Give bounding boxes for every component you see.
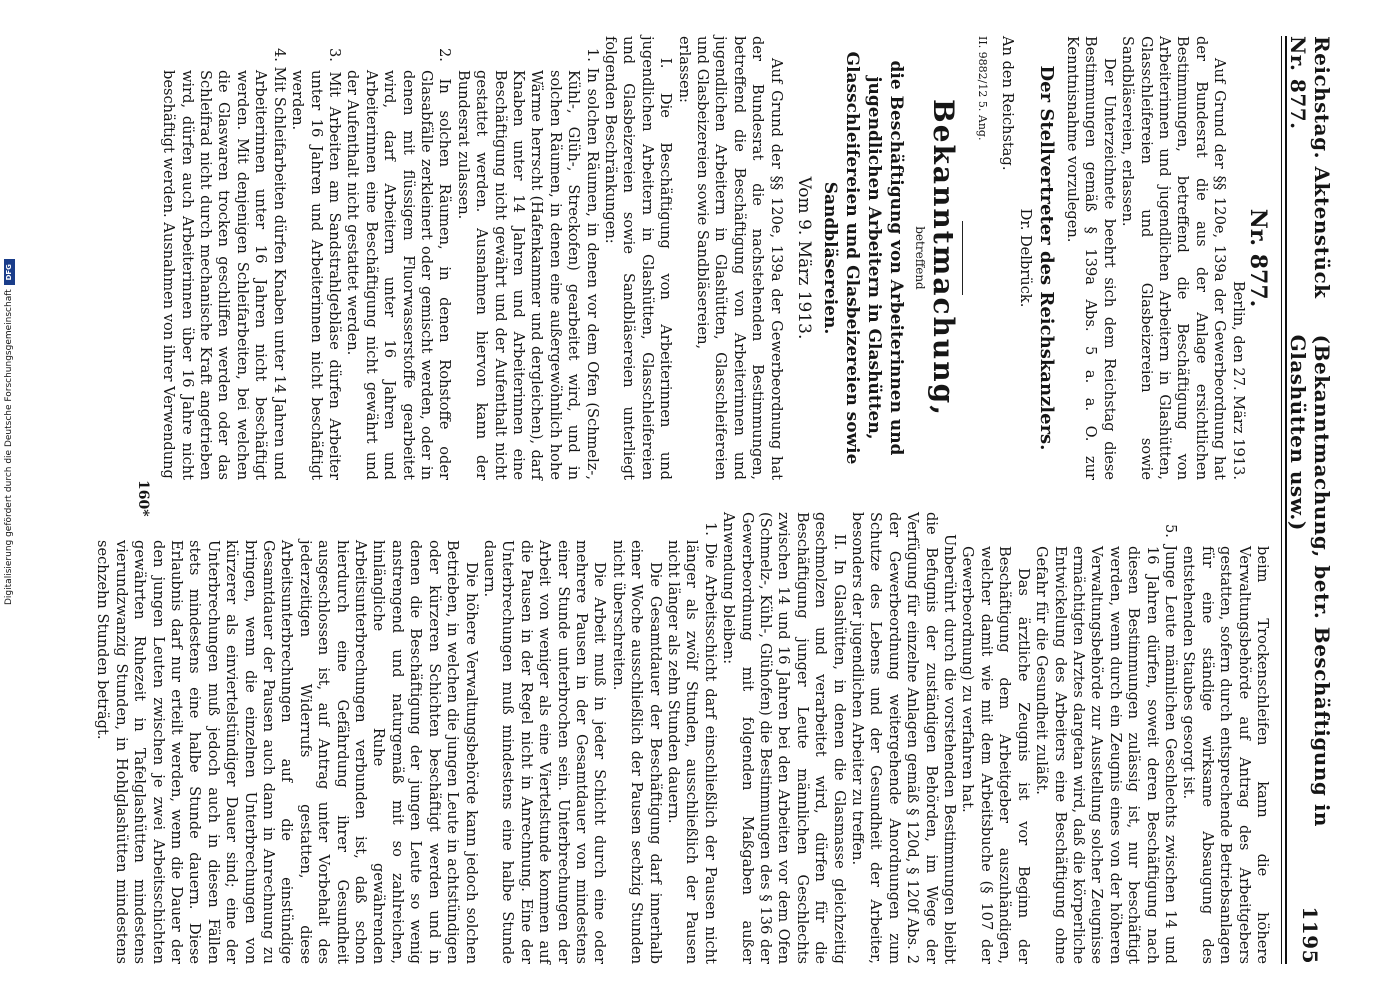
announcement-date: Vom 9. März 1913. bbox=[794, 176, 815, 340]
header-page-number: 1195 bbox=[1298, 906, 1322, 964]
item-5-certificate: Das ärztliche Zeugnis ist vor Beginn der Beschäftigung dem Arbeitgeber auszuhändigen, welcher damit wie mit dem Arbeitsbuche (§ 107 der Gewerbeordnung) zu verfahren hat. bbox=[959, 546, 1032, 964]
dfg-logo: DFG bbox=[4, 259, 15, 285]
section-one: I. Die Beschäftigung von Arbeiterinnen und jugendlichen Arbeitern in Glashütten, Glasschleifereien und Glasbeizereien sowie Sandbläsereien unterliegt folgenden Beschränkungen: bbox=[602, 36, 675, 480]
page-mark: 160* bbox=[135, 480, 151, 517]
item-5: 5. Junge Leute männlichen Geschlechts zwischen 14 und 16 Jahren dürfen, soweit deren Beschäftigung nach diesen Bestimmungen zulässig ist, nur beschäftigt werden, wenn durch ein Zeugnis eines von der höheren Verwaltungsbehörde zur Ausstellung solcher Zeugnisse ermächtigten Arztes dargetan wird, daß die körperliche Entwickelung des Arbeiters eine Beschäftigung ohne Gefahr für die Gesundheit zuläßt. bbox=[1033, 524, 1179, 964]
item-4: 4. Mit Schleifarbeiten dürfen Knaben unter 14 Jahren und Arbeiterinnen unter 16 Jahren nicht beschäftigt werden. Mit denjenigen Schleifarbeiten, bei welchen die Glaswaren trocken geschliffen werden oder das Schleifrad nicht durch mechanische Kraft angetrieben wird, dürfen auch Arbeiterinnen über 16 Jahre nicht beschäftigt werden. Ausnahmen von ihrer Verwendung bbox=[160, 48, 288, 480]
reference-number: II. 9882/12 5. Ang. bbox=[976, 36, 990, 141]
announcement-title: Bekanntmachung, bbox=[926, 99, 960, 417]
separator-rule bbox=[962, 221, 963, 295]
intro-paragraph: Auf Grund der §§ 120e, 139a der Gewerbeordnung hat der Bundesrat die aus der Anlage ersichtlichen Bestimmungen, betreffend die Beschäftigung von Arbeiterinnen und jugendlichen Arbeitern in Glashütten, Glasschleifereien und Glasbeizereien sowie Sandbläsereien, erlassen. bbox=[1119, 36, 1229, 480]
item-1: 1. In solchen Räumen, in denen vor dem Ofen (Schmelz-, Kühl-, Glüh-, Streckofen) gearbeitet wird, und in solchen Räumen, in denen eine außergewöhnlich hohe Wärme herrscht (Hafenkammer und dergleichen), darf Knaben unter 14 Jahren und Arbeiterinnen eine Beschäftigung nicht gewährt und der Aufenthalt nicht gestattet werden. Ausnahmen hiervon kann der Bundesrat zulassen. bbox=[454, 48, 601, 480]
item-3: 3. Mit Arbeiten am Sandstrahlgebläse dürfen Arbeiter unter 16 Jahren und Arbeiterinnen nicht beschäftigt werden. bbox=[289, 48, 343, 480]
announcement-subject: die Beschäftigung von Arbeiterinnen und jugendlichen Arbeitern in Glashütten, Glasschleifereien und Glasbeizereien sowie Sandbläsereien. bbox=[820, 51, 907, 465]
header-middle: (Bekanntmachung, betr. Beschäftigung in Glashütten usw.) bbox=[1286, 334, 1334, 827]
running-header bbox=[1287, 36, 1333, 964]
letter-date: Berlin, den 27. März 1913. bbox=[1229, 281, 1247, 480]
signature-title: Der Stellvertreter des Reichskanzlers. bbox=[1035, 65, 1057, 451]
item-4-continuation: beim Trockenschleifen kann die höhere Verwaltungsbehörde auf Antrag des Arbeitgebers gestatten, sofern durch entsprechende Betriebsanlagen für eine ständige wirksame Absaugung des entstehenden Staubes gesorgt ist. bbox=[1180, 546, 1271, 964]
submission-paragraph: Der Unterzeichnete beehrt sich dem Reichstag diese Bestimmungen gemäß § 139a Abs. 5 a. a. O. zur Kenntnisnahme vorzulegen. bbox=[1063, 36, 1118, 480]
document-number: Nr. 877. bbox=[1245, 208, 1271, 308]
header-rule-thin bbox=[1281, 36, 1282, 964]
right-column bbox=[93, 512, 1271, 964]
left-column bbox=[159, 36, 1271, 480]
erlassen-label: erlassen: bbox=[675, 36, 693, 103]
section-two-item-1b: Die Gesamtdauer der Beschäftigung darf innerhalb einer Woche ausschließlich der Pausen sechzig Stunden nicht überschreiten. bbox=[609, 540, 664, 964]
signature-name: Dr. Delbrück. bbox=[1017, 208, 1035, 308]
credit-text: Digitalisierung gefördert durch die Deutsche Forschungsgemeinschaft bbox=[4, 289, 14, 605]
section-two-item-1: 1. Die Arbeitsschicht darf einschließlich der Pausen nicht länger als zwölf Stunden, ausschließlich der Pausen nicht länger als zehn Stunden dauern. bbox=[665, 522, 719, 964]
section-two-item-1d: Die höhere Verwaltungsbehörde kann jedoch solchen Betrieben, in welchen die jungen Leute in achtstündigen oder kürzeren Schichten beschäftigt werden und in denen die Beschäftigung der jungen Leute so wenig anstrengend und naturgemäß mit so zahlreichen, hinlängliche Ruhe gewährenden Arbeitsunterbrechungen verbunden ist, daß schon hierdurch eine Gefährdung ihrer Gesundheit ausgeschlossen ist, auf Antrag unter Vorbehalt des jederzeitigen Widerrufs gestatten, diese Arbeitsunterbrechungen auf die einstündige Gesamtdauer der Pausen auch dann in Anrechnung zu bringen, wenn die einzelnen Unterbrechungen von kürzerer als einviertelstündiger Dauer sind; eine der Unterbrechungen muß jedoch auch in diesen Fällen stets mindestens eine halbe Stunde dauern. Diese Erlaubnis darf nur erteilt werden, wenn die Dauer der den jungen Leuten zwischen je zwei Arbeitsschichten gewährten Ruhezeit in Tafelglashütten mindestens vierundzwanzig Stunden, in Hohlglashütten mindestens sechzehn Stunden beträgt. bbox=[94, 540, 480, 964]
betreffend-label: betreffend bbox=[913, 226, 928, 290]
digitization-credit bbox=[2, 215, 16, 605]
addressee: An den Reichstag. bbox=[998, 36, 1016, 171]
preamble-paragraph: Auf Grund der §§ 120e, 139a der Gewerbeordnung hat der Bundesrat die nachstehenden Bestimmungen, betreffend die Beschäftigung von Arbeiterinnen und jugendlichen Arbeitern in Glashütten, Glasschleifereien und Glasbeizereien sowie Sandbläsereien, bbox=[694, 36, 785, 480]
header-left: Reichstag. Aktenstück Nr. 877. bbox=[1286, 36, 1334, 299]
section-two: II. In Glashütten, in denen die Glasmasse gleichzeitig geschmolzen und verarbeitet wird, dürfen für die Beschäftigung junger Leute männlichen Geschlechts zwischen 14 und 16 Jahren bei den Arbeiten vor dem Ofen (Schmelz-, Kühl-, Glühofen) die Bestimmungen des § 136 der Gewerbeordnung mit folgenden Maßgaben außer Anwendung bleiben: bbox=[720, 512, 848, 964]
section-two-item-1c: Die Arbeit muß in jeder Schicht durch eine oder mehrere Pausen in der Gesamtdauer von mindestens einer Stunde unterbrochen sein. Unterbrechungen der Arbeit von weniger als eine Viertelstunde kommen auf die Pausen in der Regel nicht in Anrechnung. Eine der Unterbrechungen muß mindestens eine halbe Stunde dauern. bbox=[480, 540, 609, 964]
header-rule bbox=[1285, 36, 1287, 964]
item-2: 2. In solchen Räumen, in denen Rohstoffe oder Glasabfälle zerkleinert oder gemischt werden, oder in denen mit flüssigem Fluorwasserstoffe gearbeitet wird, darf Arbeitern unter 16 Jahren und Arbeiterinnen eine Beschäftigung nicht gewährt und der Aufenthalt nicht gestattet werden. bbox=[344, 48, 454, 480]
unberuehrt-paragraph: Unberührt durch die vorstehenden Bestimmungen bleibt die Befugnis der zuständigen Behörden, im Wege der Verfügung für einzelne Anlagen gemäß § 120d, § 120f Abs. 2 der Gewerbeordnung weitergehende Anordnungen zum Schutze des Lebens und der Gesundheit der Arbeiter, besonders der jugendlichen Arbeiter zu treffen. bbox=[849, 512, 959, 964]
